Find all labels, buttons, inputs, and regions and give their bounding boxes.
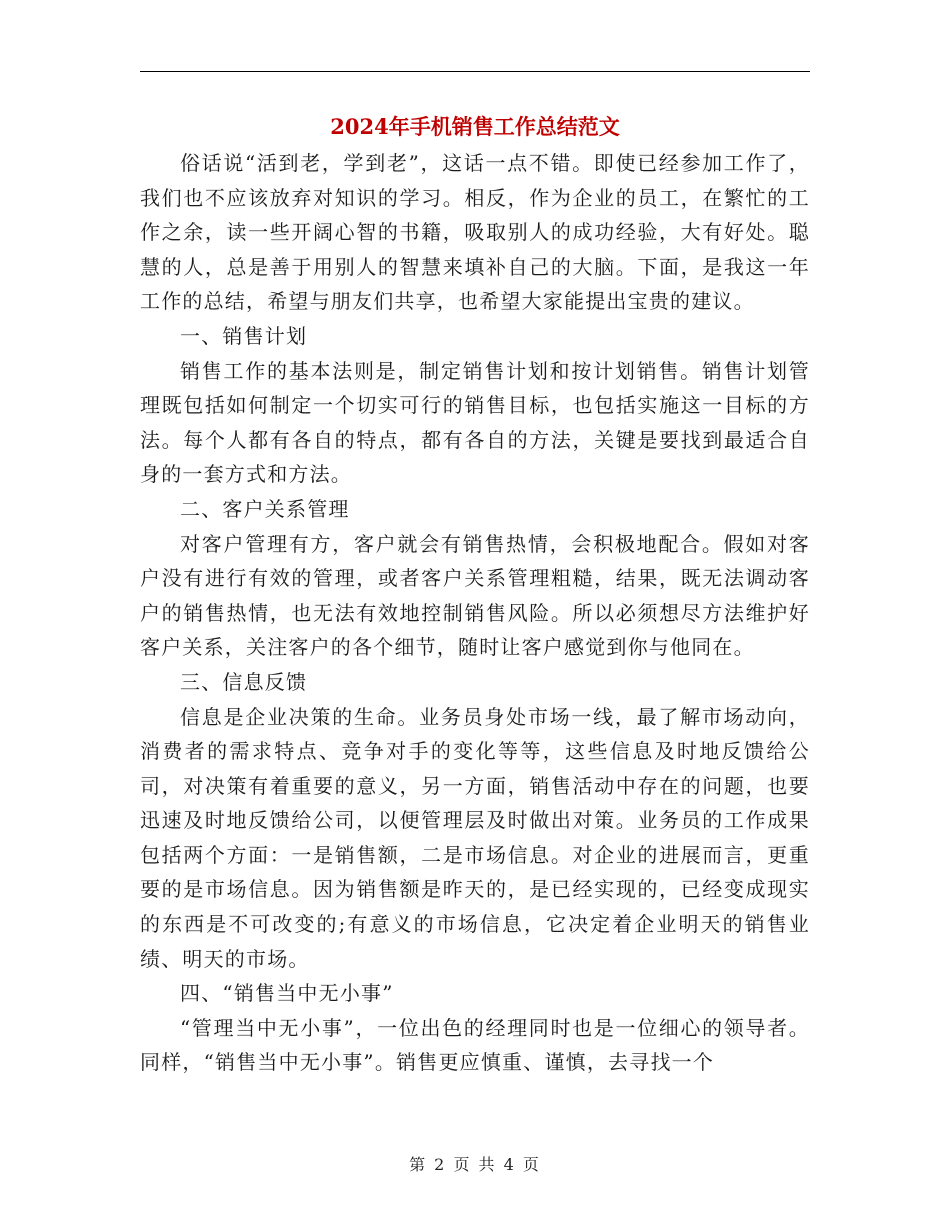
section-heading-customer-relations: 二、客户关系管理: [180, 496, 350, 521]
document-body: [140, 146, 810, 1080]
paragraph-no-small-matters: “管理当中无小事”，一位出色的经理同时也是一位细心的领导者。同样，“销售当中无小事”。销售更应慎重、谨慎，去寻找一个: [140, 1015, 810, 1075]
paragraph-sales-plan: 销售工作的基本法则是，制定销售计划和按计划销售。销售计划管理既包括如何制定一个切实可行的销售目标，也包括实施这一目标的方法。每个人都有各自的特点，都有各自的方法，关键是要找到最适合自身的一套方式和方法。: [140, 358, 810, 487]
paragraph-feedback: 信息是企业决策的生命。业务员身处市场一线，最了解市场动向，消费者的需求特点、竞争对手的变化等等，这些信息及时地反馈给公司，对决策有着重要的意义，另一方面，销售活动中存在的问题，也要迅速及时地反馈给公司，以便管理层及时做出对策。业务员的工作成果包括两个方面：一是销售额，二是市场信息。对企业的进展而言，更重要的是市场信息。因为销售额是昨天的，是已经实现的，已经变成现实的东西是不可改变的;有意义的市场信息，它决定着企业明天的销售业绩、明天的市场。: [140, 704, 810, 971]
document-title: 2024年手机销售工作总结范文: [330, 114, 620, 139]
section-heading-feedback: 三、信息反馈: [180, 669, 308, 694]
page-number: 第 2 页 共 4 页: [409, 1155, 541, 1174]
header-rule: [140, 71, 810, 72]
section-heading-no-small-matters: 四、“销售当中无小事”: [180, 981, 394, 1006]
paragraph-customer-relations: 对客户管理有方，客户就会有销售热情，会积极地配合。假如对客户没有进行有效的管理，或者客户关系管理粗糙，结果，既无法调动客户的销售热情，也无法有效地控制销售风险。所以必须想尽方法维护好客户关系，关注客户的各个细节，随时让客户感觉到你与他同在。: [140, 531, 810, 660]
section-heading-sales-plan: 一、销售计划: [180, 323, 308, 348]
paragraph-intro: 俗话说“活到老，学到老”，这话一点不错。即使已经参加工作了，我们也不应该放弃对知识的学习。相反，作为企业的员工，在繁忙的工作之余，读一些开阔心智的书籍，吸取别人的成功经验，大有好处。聪慧的人，总是善于用别人的智慧来填补自己的大脑。下面，是我这一年工作的总结，希望与朋友们共享，也希望大家能提出宝贵的建议。: [140, 151, 810, 314]
